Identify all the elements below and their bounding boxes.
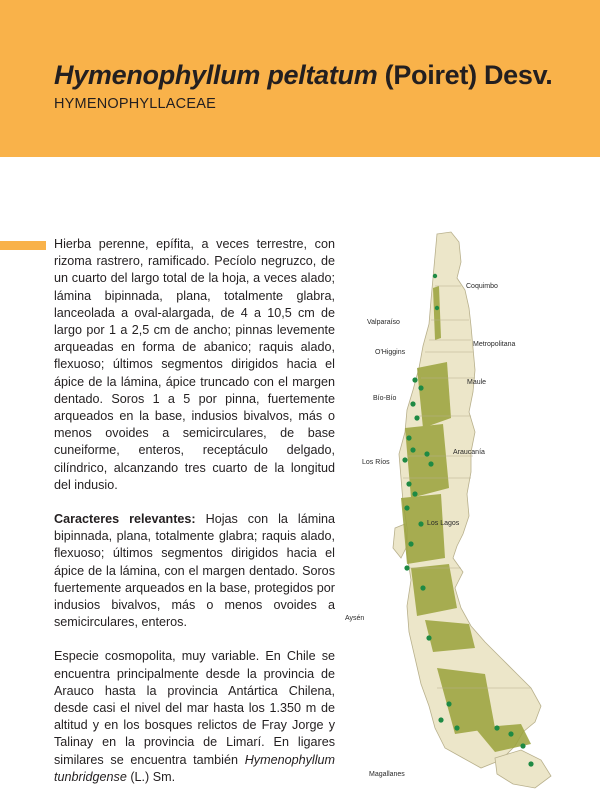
distribution-paragraph — [54, 648, 335, 786]
distribution-map — [345, 228, 600, 800]
distribution-text: Especie cosmopolita, muy variable. En Chile se encuentra principalmente desde la provincia de Arauco hasta la provincia Antártica Chilena, desde casi el nivel del mar hasta los 1.350 m de altitud y en los bosques relictos de Fray Jorge y Talinay en la provincia de Limarí. En ligares similares se encuentra también — [54, 649, 335, 767]
record-point — [408, 541, 413, 546]
relevant-label: Caracteres relevantes: — [54, 512, 196, 527]
label-loslagos: Los Lagos — [427, 520, 460, 527]
label-aysen: Aysén — [345, 615, 365, 622]
label-losrios: Los Ríos — [362, 459, 390, 466]
record-point — [435, 306, 439, 310]
record-point — [454, 725, 459, 730]
record-point — [410, 447, 415, 452]
species-name: Hymenophyllum peltatum — [54, 60, 378, 90]
record-point — [402, 457, 407, 462]
related-species-name: Hymenophyllum tunbridgense — [54, 752, 335, 784]
record-point — [418, 385, 423, 390]
relevant-text: Hojas con la lámina bipinnada, plana, totalmente glabra; raquis alado, flexuoso; últimos segmentos dirigidos hacia el ápice de la lámina, con el margen dentado. Soros fuertemente arqueados en la base, protegidos por indusios bivalvos, más o menos ovoides a semicirculares, enteros. — [54, 512, 335, 630]
section-marker — [0, 241, 46, 250]
record-point — [406, 435, 411, 440]
relevant-paragraph — [54, 511, 335, 631]
record-point — [494, 725, 499, 730]
record-point — [438, 717, 443, 722]
family-name: HYMENOPHYLLACEAE — [54, 96, 216, 112]
record-point — [433, 274, 437, 278]
species-author: (Poiret) Desv. — [384, 60, 553, 90]
label-metropolitana: Metropolitana — [473, 341, 516, 348]
record-point — [426, 635, 431, 640]
label-araucania: Araucanía — [453, 449, 485, 456]
text-column — [54, 236, 335, 803]
record-point — [420, 585, 425, 590]
record-point — [412, 377, 417, 382]
label-ohiggins: O'Higgins — [375, 349, 406, 356]
record-point — [406, 481, 411, 486]
record-point — [428, 461, 433, 466]
record-point — [424, 451, 429, 456]
header-band — [0, 0, 600, 157]
label-maule: Maule — [467, 379, 487, 386]
southern-islands — [495, 750, 551, 788]
label-magallanes: Magallanes — [369, 771, 405, 778]
page-title — [54, 60, 553, 91]
chile-map-svg — [345, 228, 600, 800]
record-point — [528, 761, 533, 766]
record-point — [404, 565, 409, 570]
description-paragraph: Hierba perenne, epífita, a veces terrestre, con rizoma rastrero, ramificado. Pecíolo negruzco, de un cuarto del largo total de la hoja, a veces alado; lámina bipinnada, plana, totalmente glabra, lanceolada a oval-alargada, de 4 a 10,5 cm de largo por 1 a 2,5 cm de ancho; pinnas levemente arqueadas en forma de abanico; raquis alado, flexuoso; últimos segmentos dirigidos hacia el ápice de la lámina, ápice truncado con el margen dentado. Soros 1 a 5 por pinna, fuertemente arqueados en la base, indusios bivalvos, más o menos ovoides a semicirculares, de base cuneiforme, enteros, receptáculo delgado, cilíndrico, alcanzando tres cuarto de la longitud del indusio. — [54, 237, 335, 492]
record-point — [446, 701, 451, 706]
record-point — [410, 401, 415, 406]
record-point — [412, 491, 417, 496]
related-species-author: (L.) Sm. — [126, 769, 176, 784]
label-valparaiso: Valparaíso — [367, 319, 400, 326]
record-point — [520, 743, 525, 748]
label-biobio: Bío-Bío — [373, 395, 397, 402]
record-point — [418, 521, 423, 526]
label-coquimbo: Coquimbo — [466, 283, 498, 290]
record-point — [414, 415, 419, 420]
record-point — [404, 505, 409, 510]
record-point — [508, 731, 513, 736]
